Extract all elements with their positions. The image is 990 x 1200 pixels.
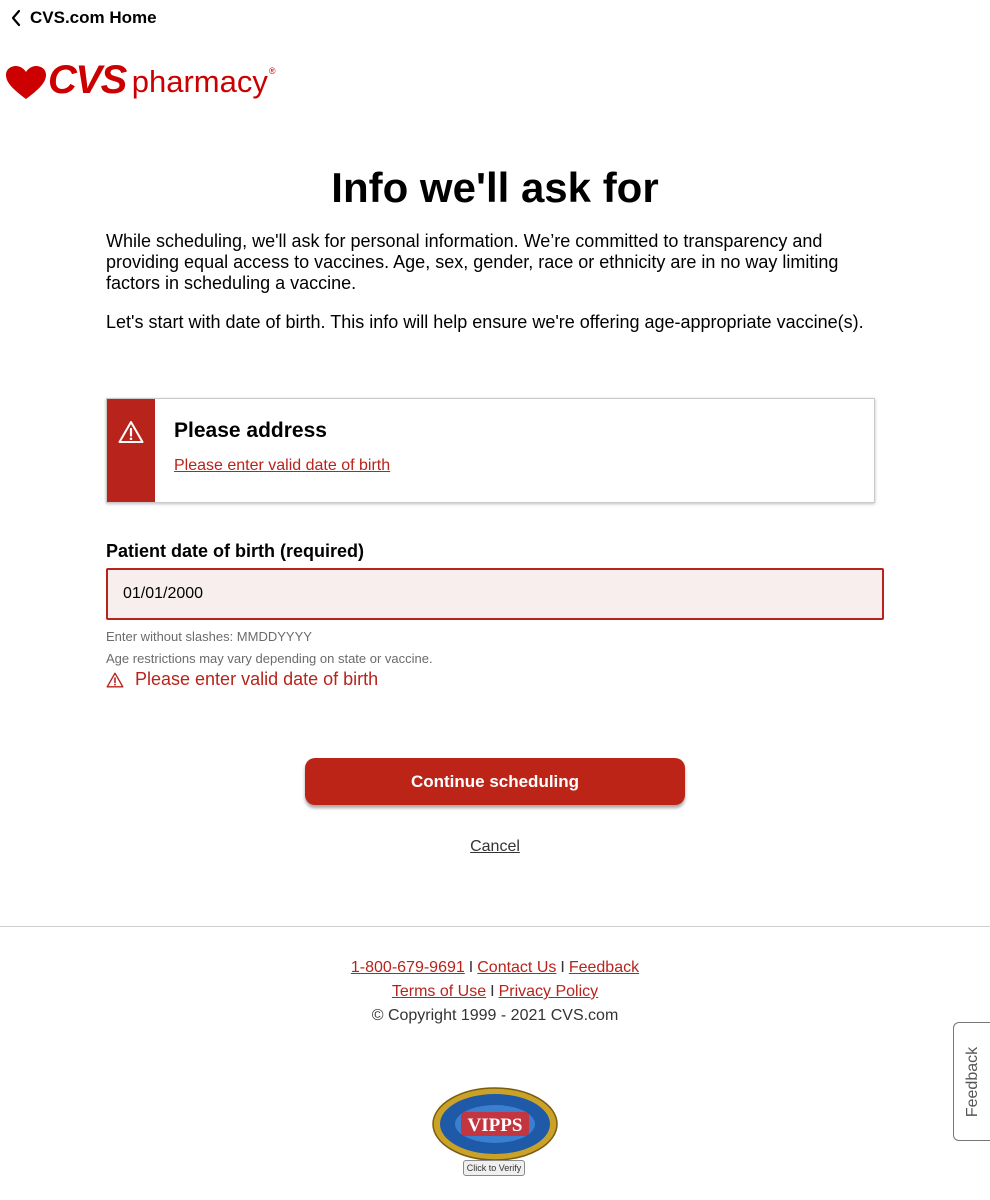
alert-side-bar (107, 399, 155, 502)
footer-separator: I (560, 959, 565, 976)
logo-wordmark: CVS (48, 58, 126, 102)
footer-separator: I (468, 959, 474, 976)
feedback-tab-label: Feedback (964, 1046, 982, 1117)
cancel-container (0, 838, 990, 856)
footer-links-row-2 (0, 983, 990, 1001)
back-link-label: CVS.com Home (30, 8, 157, 27)
dob-error-text: Please enter valid date of birth (135, 669, 379, 689)
logo-subtext: pharmacy (131, 64, 268, 99)
vipps-verify-label: Click to Verify (463, 1160, 525, 1176)
page-title: Info we'll ask for (331, 164, 659, 211)
age-restriction-hint: Age restrictions may vary depending on state or vaccine. (106, 651, 433, 666)
dob-intro-text: Let's start with date of birth. This info will help ensure we're offering age-appropriate vaccine(s). (106, 312, 864, 332)
warning-icon (106, 672, 124, 688)
svg-text:VIPPS: VIPPS (467, 1115, 523, 1136)
logo-registered-mark: ® (268, 66, 276, 76)
footer-privacy-link[interactable]: Privacy Policy (498, 983, 599, 1000)
heart-icon (6, 66, 46, 100)
alert-content (155, 399, 390, 502)
footer-terms-link[interactable]: Terms of Use (391, 983, 487, 1000)
dob-error-message (106, 669, 378, 690)
cvs-pharmacy-logo (6, 58, 276, 100)
dob-format-hint: Enter without slashes: MMDDYYYY (106, 629, 312, 644)
cancel-link[interactable]: Cancel (470, 838, 520, 855)
footer-phone-link[interactable]: 1-800-679-9691 (350, 959, 465, 976)
warning-icon (118, 420, 144, 444)
alert-error-link[interactable]: Please enter valid date of birth (174, 457, 391, 474)
continue-scheduling-button[interactable]: Continue scheduling (305, 758, 685, 805)
footer-links-row-1 (0, 959, 990, 977)
footer-feedback-link[interactable]: Feedback (568, 959, 640, 976)
vipps-seal[interactable] (428, 1086, 562, 1178)
footer-separator: I (490, 983, 495, 1000)
dob-input[interactable] (106, 568, 884, 620)
dob-field-label: Patient date of birth (required) (106, 541, 365, 561)
footer-divider (0, 926, 990, 927)
footer-contact-link[interactable]: Contact Us (477, 959, 557, 976)
intro-text: While scheduling, we'll ask for personal information. We’re committed to transparency and providing equal access to vaccines. Age, sex, gender, race or ethnicity are in no way limiting factors in scheduling a vaccine. (106, 231, 839, 293)
feedback-side-tab[interactable] (953, 1022, 990, 1141)
alert-heading: Please address (174, 419, 327, 442)
footer-copyright: © Copyright 1999 - 2021 CVS.com (371, 1007, 619, 1024)
vipps-seal-icon (431, 1086, 559, 1162)
back-to-home-link[interactable] (10, 6, 157, 30)
error-summary-alert (106, 398, 875, 503)
chevron-left-icon (10, 9, 22, 27)
